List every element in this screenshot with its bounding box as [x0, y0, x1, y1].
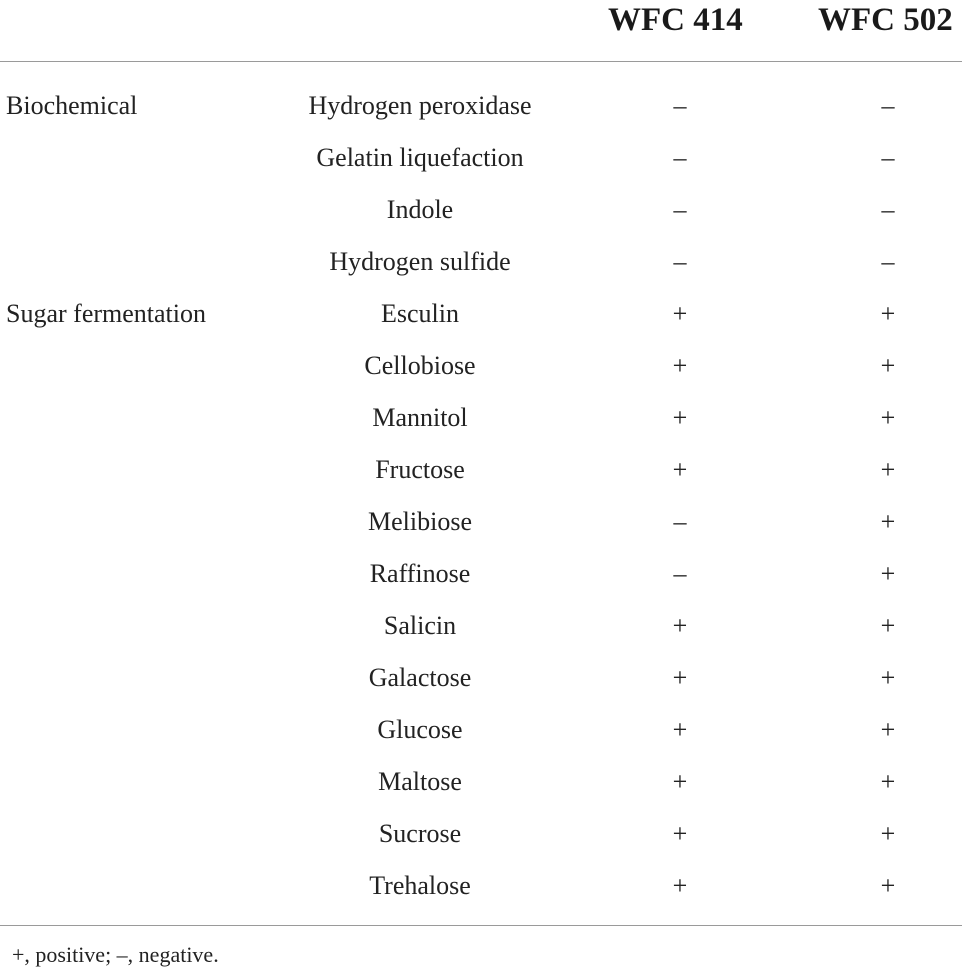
- table-row: [0, 756, 968, 808]
- wfc-414-result-cell: –: [673, 195, 687, 224]
- test-name-cell: Salicin: [383, 611, 457, 640]
- test-name-cell: Esculin: [381, 299, 459, 328]
- test-name-cell: Indole: [386, 195, 454, 224]
- table-row: [0, 132, 968, 184]
- table-row: [0, 392, 968, 444]
- wfc-414-result-cell: –: [673, 91, 687, 120]
- table-row: [0, 444, 968, 496]
- wfc-414-result-cell: –: [673, 559, 687, 588]
- header-divider: [0, 61, 962, 62]
- wfc-414-result-cell: +: [672, 715, 688, 744]
- wfc-414-result-cell: +: [672, 403, 688, 432]
- table-header-row: [0, 0, 968, 40]
- wfc-502-result-cell: –: [881, 143, 895, 172]
- wfc-502-result-cell: +: [880, 715, 896, 744]
- table-row: [0, 704, 968, 756]
- table-row: [0, 548, 968, 600]
- table-row: [0, 340, 968, 392]
- wfc-414-result-cell: +: [672, 455, 688, 484]
- wfc-502-result-cell: +: [880, 611, 896, 640]
- wfc-414-result-cell: –: [673, 247, 687, 276]
- test-name-cell: Fructose: [375, 455, 465, 484]
- wfc-502-result-cell: +: [880, 819, 896, 848]
- test-name-cell: Raffinose: [369, 559, 471, 588]
- wfc-502-result-cell: +: [880, 559, 896, 588]
- test-name-cell: Melibiose: [368, 507, 472, 536]
- column-header-wfc-414: WFC 414: [608, 2, 743, 38]
- wfc-414-result-cell: +: [672, 611, 688, 640]
- wfc-502-result-cell: +: [880, 299, 896, 328]
- wfc-414-result-cell: +: [672, 663, 688, 692]
- wfc-414-result-cell: –: [673, 507, 687, 536]
- wfc-502-result-cell: +: [880, 403, 896, 432]
- wfc-414-result-cell: +: [672, 299, 688, 328]
- test-name-cell: Glucose: [377, 715, 463, 744]
- test-name-cell: Mannitol: [372, 403, 468, 432]
- test-name-cell: Cellobiose: [364, 351, 476, 380]
- wfc-414-result-cell: –: [673, 143, 687, 172]
- wfc-502-result-cell: +: [880, 507, 896, 536]
- table-row: [0, 600, 968, 652]
- wfc-414-result-cell: +: [672, 871, 688, 900]
- wfc-502-result-cell: +: [880, 455, 896, 484]
- table-row: [0, 236, 968, 288]
- table-row: [0, 860, 968, 912]
- test-name-cell: Gelatin liquefaction: [316, 143, 524, 172]
- test-name-cell: Hydrogen peroxidase: [308, 91, 532, 120]
- test-name-cell: Maltose: [378, 767, 462, 796]
- table-row: [0, 80, 968, 132]
- wfc-502-result-cell: –: [881, 195, 895, 224]
- table-row: [0, 496, 968, 548]
- column-header-wfc-502: WFC 502: [818, 2, 953, 38]
- table-body: [0, 80, 968, 912]
- table-row: [0, 184, 968, 236]
- wfc-502-result-cell: –: [881, 91, 895, 120]
- wfc-502-result-cell: +: [880, 351, 896, 380]
- table-row: [0, 288, 968, 340]
- wfc-414-result-cell: +: [672, 819, 688, 848]
- test-name-cell: Trehalose: [369, 871, 471, 900]
- group-cell: Sugar fermentation: [6, 299, 206, 328]
- test-name-cell: Hydrogen sulfide: [329, 247, 511, 276]
- wfc-414-result-cell: +: [672, 767, 688, 796]
- wfc-502-result-cell: +: [880, 663, 896, 692]
- wfc-502-result-cell: +: [880, 871, 896, 900]
- wfc-414-result-cell: +: [672, 351, 688, 380]
- table-row: [0, 808, 968, 860]
- test-name-cell: Galactose: [368, 663, 472, 692]
- table-row: [0, 652, 968, 704]
- wfc-502-result-cell: –: [881, 247, 895, 276]
- table-footnote: +, positive; –, negative.: [12, 942, 219, 967]
- footer-divider: [0, 925, 962, 926]
- group-cell: Biochemical: [6, 91, 138, 120]
- wfc-502-result-cell: +: [880, 767, 896, 796]
- test-name-cell: Sucrose: [378, 819, 462, 848]
